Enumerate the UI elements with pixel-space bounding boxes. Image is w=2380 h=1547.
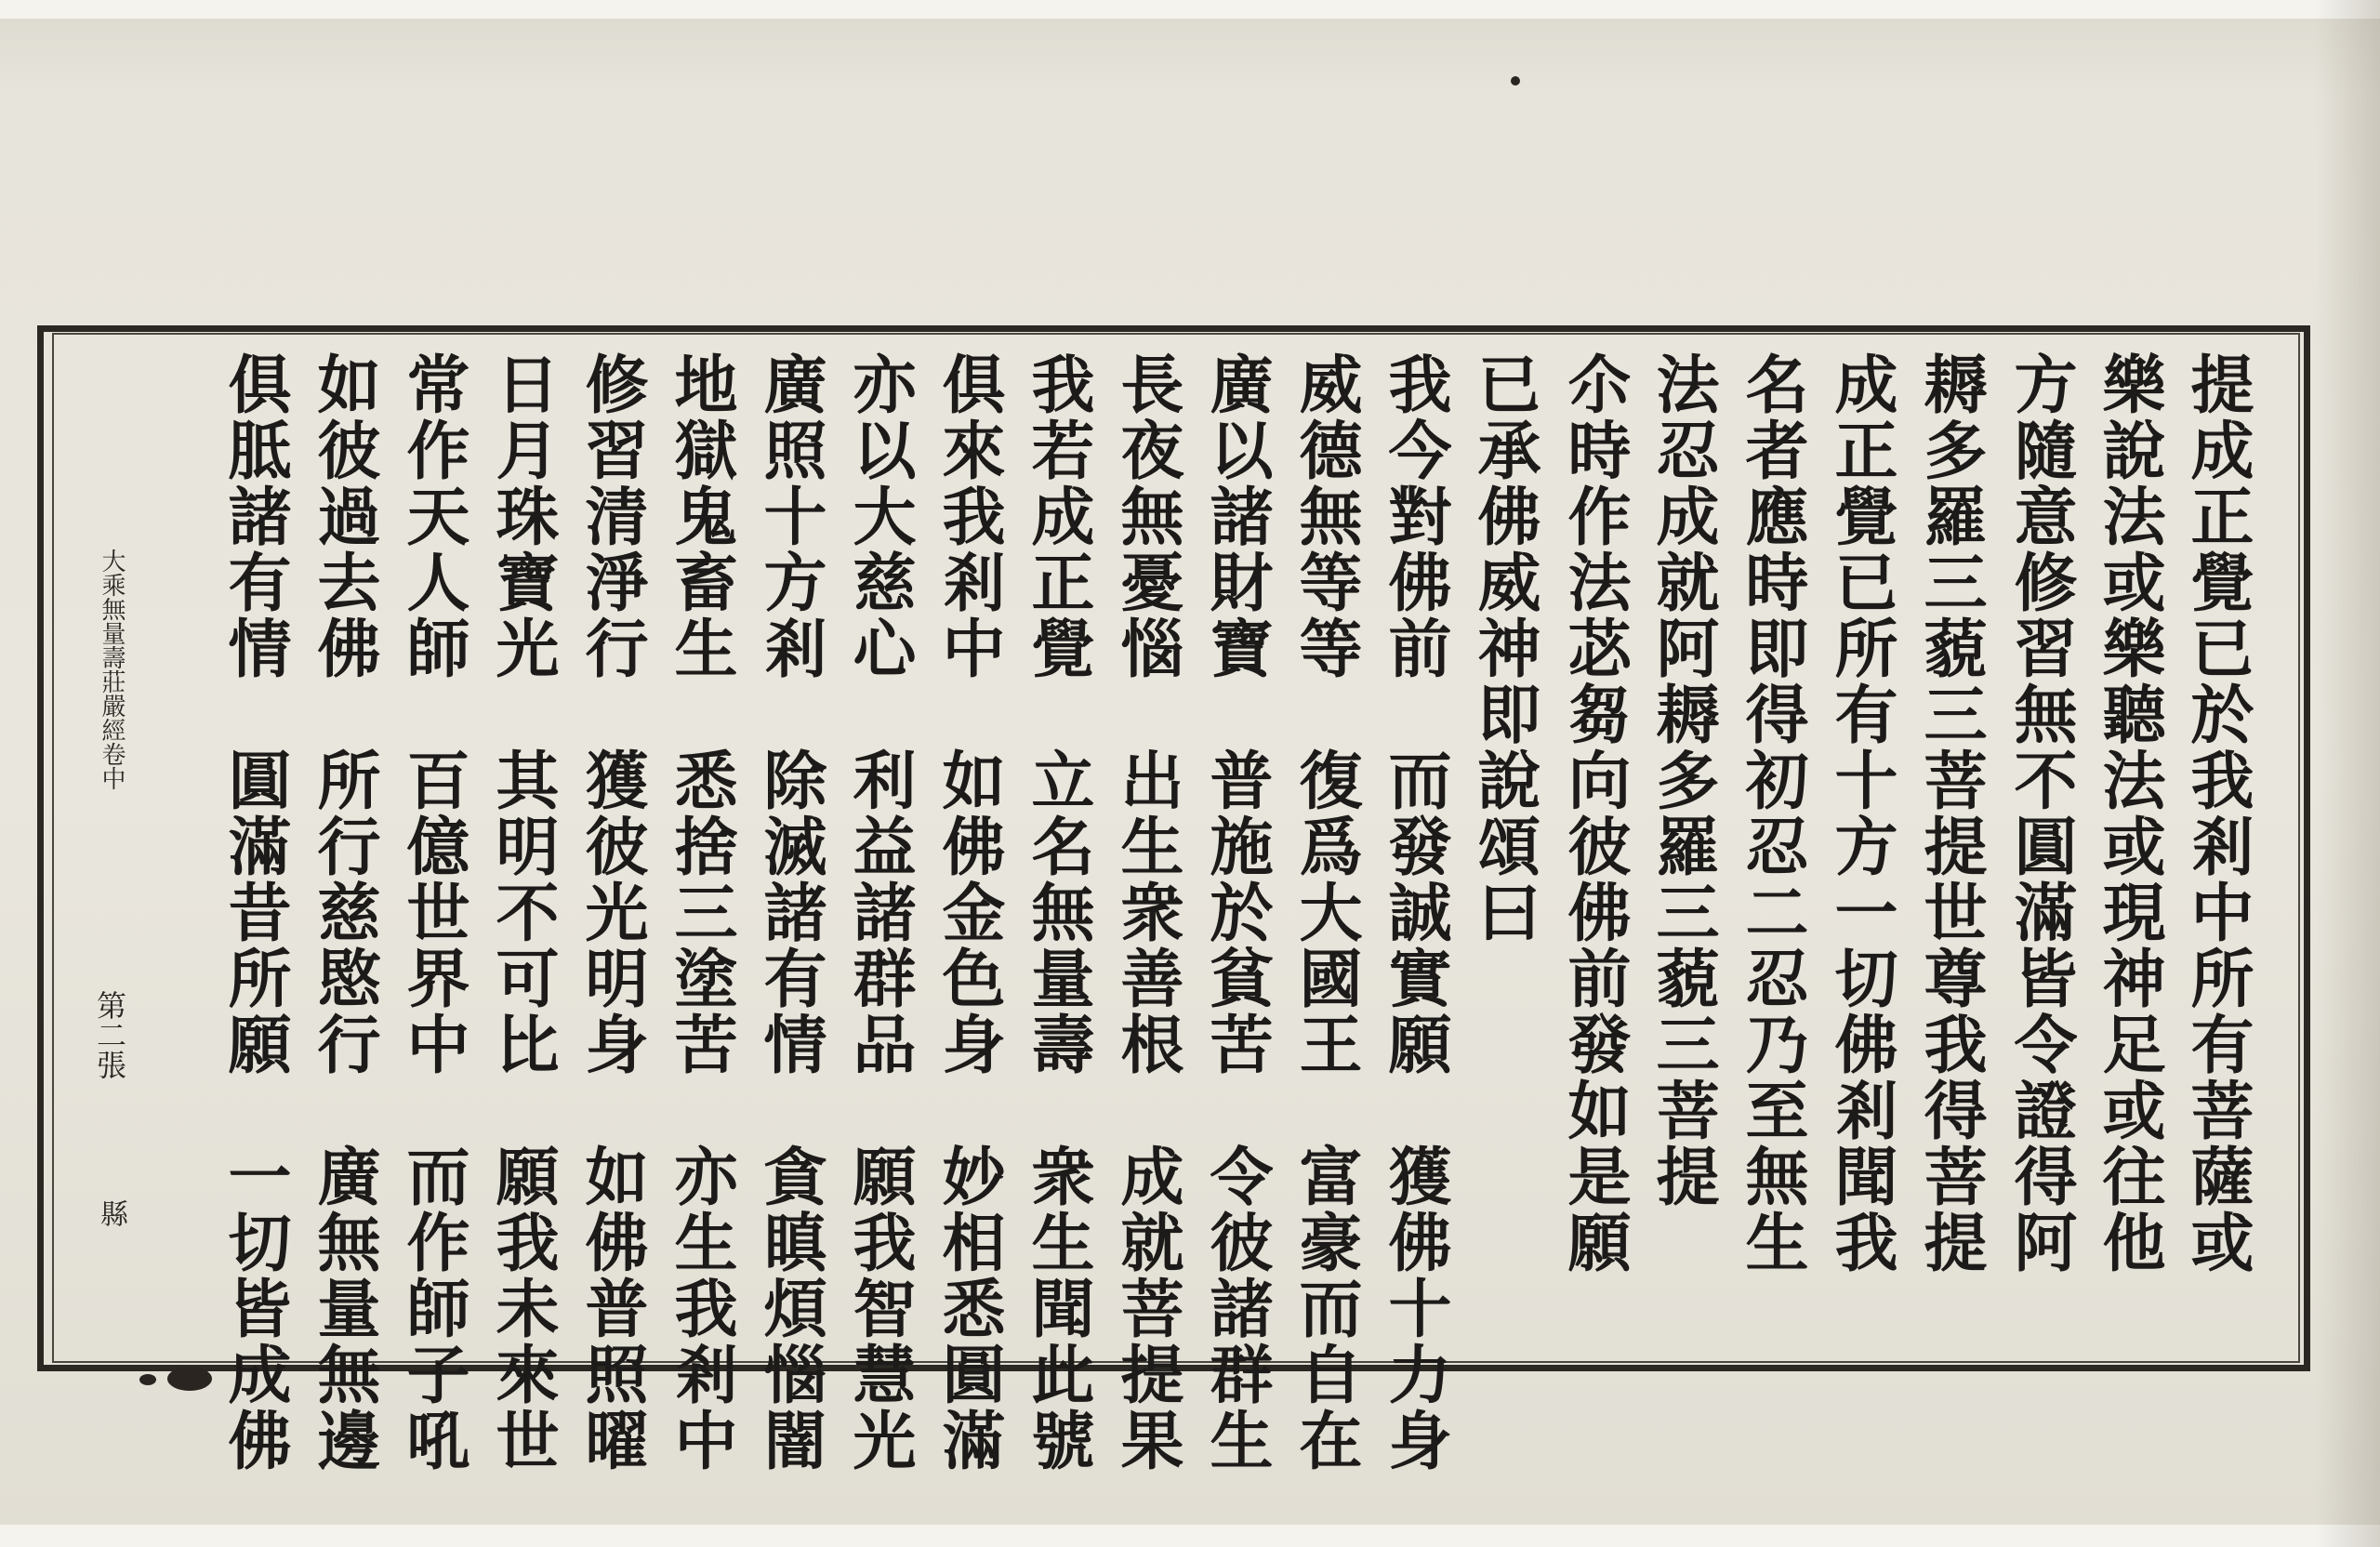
verse-column-12: 常作天人師 百億世界中 而作師子吼 — [396, 351, 470, 1474]
verse-column-5: 我若成正覺 立名無量壽 衆生聞此號 — [1021, 351, 1095, 1474]
verse-column-4: 長夜無憂惱 出生衆善根 成就菩提果 — [1110, 351, 1184, 1474]
text-column-4: 耨多羅三藐三菩提世尊我得菩提 — [1913, 351, 1988, 1276]
verse-column-14: 俱胝諸有情 圓滿昔所願 一切皆成佛 — [218, 351, 292, 1474]
verse-column-2: 威德無等等 復爲大國王 富豪而自在 — [1289, 351, 1363, 1474]
top-page-edge — [0, 0, 2380, 19]
verse-column-9: 地獄鬼畜生 悉捨三塗苦 亦生我剎中 — [664, 351, 738, 1474]
margin-county-mark: 縣 — [95, 1199, 127, 1227]
verse-column-1: 我今對佛前 而發誠實願 獲佛十力身 — [1378, 351, 1452, 1474]
margin-sheet-number: 第二張 — [92, 990, 127, 1079]
text-column-6: 名者應時即得初忍二忍乃至無生 — [1735, 351, 1809, 1276]
page-fold-shadow — [2315, 0, 2380, 1547]
verse-column-6: 俱來我剎中 如佛金色身 妙相悉圓滿 — [932, 351, 1006, 1474]
verse-column-10: 修習清淨行 獲彼光明身 如佛普照曜 — [575, 351, 649, 1474]
text-column-1: 提成正覺已於我剎中所有菩薩或 — [2180, 351, 2254, 1276]
ink-blot — [139, 1374, 156, 1385]
verse-column-7: 亦以大慈心 利益諸群品 願我智慧光 — [842, 351, 917, 1474]
text-column-8: 尒時作法苾芻向彼佛前發如是願 — [1557, 351, 1632, 1276]
verse-column-3: 廣以諸財寶 普施於貧苦 令彼諸群生 — [1199, 351, 1274, 1474]
ink-blot — [167, 1367, 212, 1391]
ink-speck — [1511, 76, 1520, 86]
verse-column-8: 廣照十方剎 除滅諸有情 貪瞋煩惱闇 — [753, 351, 827, 1474]
text-column-2: 樂說法或樂聽法或現神足或往他 — [2092, 351, 2166, 1276]
text-column-7: 法忍成就阿耨多羅三藐三菩提 — [1646, 351, 1720, 1210]
margin-sutra-title: 大乘無量壽莊嚴經卷中 — [98, 549, 126, 790]
text-column-9: 已承佛威神即說頌曰 — [1467, 351, 1541, 945]
text-column-5: 成正覺已所有十方一切佛剎聞我 — [1824, 351, 1898, 1276]
text-column-3: 方隨意修習無不圓滿皆令證得阿 — [2003, 351, 2078, 1276]
bottom-page-edge — [0, 1525, 2380, 1547]
verse-column-11: 日月珠寶光 其明不可比 願我未來世 — [485, 351, 560, 1474]
verse-column-13: 如彼過去佛 所行慈愍行 廣無量無邊 — [307, 351, 381, 1474]
